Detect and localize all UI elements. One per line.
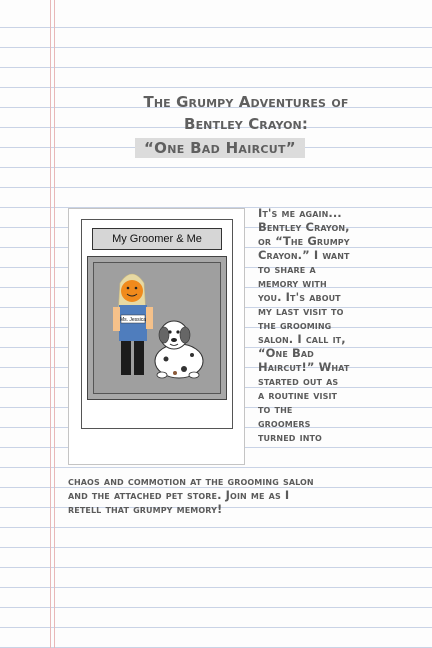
margin-line (54, 0, 55, 648)
illustration-frame (81, 219, 233, 429)
story-line: started out as (258, 374, 339, 388)
story-line: chaos and commotion at the grooming salon (68, 474, 314, 488)
story-line: you. It's about (258, 290, 341, 304)
story-line: to the (258, 402, 293, 416)
story-line: Crayon.” I want (258, 248, 350, 262)
story-line: and the attached pet store. Join me as I (68, 488, 290, 502)
story-line: my last visit to (258, 304, 344, 318)
story-line: retell that grumpy memory! (68, 502, 223, 516)
story-line: to share a (258, 262, 316, 276)
book-title-line-1: The Grumpy Adventures of (143, 93, 349, 111)
story-line: It's me again... (258, 206, 342, 220)
picture-frame (87, 256, 227, 400)
groomer-and-dog-illustration (94, 263, 220, 393)
story-line: “One Bad (258, 346, 314, 360)
story-line: salon. I call it, (258, 332, 346, 346)
story-text-wide (68, 474, 368, 516)
story-line: Haircut!” What (258, 360, 350, 374)
margin-line (50, 0, 51, 648)
story-line: turned into (258, 430, 322, 444)
story-line: a routine visit (258, 388, 338, 402)
illustration-caption: My Groomer & Me (92, 228, 222, 250)
book-title-line-2: Bentley Crayon: (184, 115, 308, 133)
story-line: or “The Grumpy (258, 234, 350, 248)
groomer-and-dog-picture (93, 262, 221, 394)
name-tag-text: Ms. Jessica (119, 317, 147, 323)
book-subtitle: “One Bad Haircut” (135, 138, 305, 158)
story-line: memory with (258, 276, 327, 290)
story-text-side (258, 206, 428, 444)
story-line: groomers (258, 416, 311, 430)
story-line: the grooming (258, 318, 332, 332)
illustration-card (68, 208, 245, 465)
story-line: Bentley Crayon, (258, 220, 350, 234)
